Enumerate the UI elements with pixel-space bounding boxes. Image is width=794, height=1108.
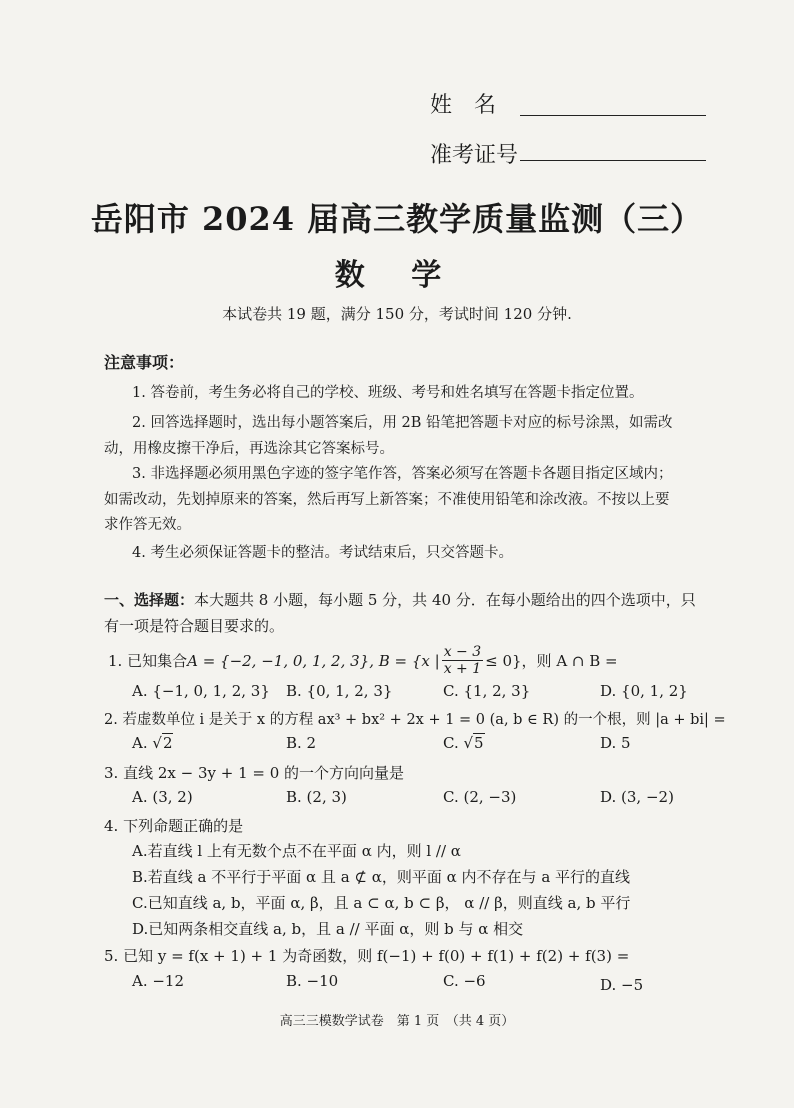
q5-option-a: A. −12 [132,972,185,990]
q1-frac-num: x − 3 [443,644,482,660]
q1-suffix: ≤ 0}，则 A ∩ B = [485,652,618,670]
question-2: 2. 若虚数单位 i 是关于 x 的方程 ax³ + bx² + 2x + 1 = 0 (a, b ∈ R) 的一个根，则 |a + bi| = [104,712,726,728]
question-4: 4. 下列命题正确的是 [104,817,244,835]
q2-option-d: D. 5 [600,734,631,752]
q1-option-c: C. {1, 2, 3} [443,682,531,700]
question-1 [108,644,618,677]
notice-item-1: 1. 答卷前，考生务必将自己的学校、班级、考号和姓名填写在答题卡指定位置。 [132,385,644,401]
exam-id-field[interactable] [520,160,706,161]
q1-option-b: B. {0, 1, 2, 3} [286,682,393,700]
q4-option-c: C.已知直线 a, b，平面 α, β，且 a ⊂ α, b ⊂ β， α // β，则直线 a, b 平行 [132,894,631,912]
exam-info: 本试卷共 19 题，满分 150 分，考试时间 120 分钟. [222,305,572,323]
notice-item-2b: 动，用橡皮擦干净后，再选涂其它答案标号。 [104,441,394,457]
subject-title: 数 学 [334,258,460,293]
q4-option-b: B.若直线 a 不平行于平面 α 且 a ⊄ α，则平面 α 内不存在与 a 平行的直线 [132,868,631,886]
page-footer: 高三三模数学试卷 第 1 页 （共 4 页） [279,1014,515,1029]
q3-option-d: D. (3, −2) [600,788,674,806]
q2-option-c [443,734,485,752]
q1-fraction [442,644,483,677]
section-desc-a: 本大题共 8 小题，每小题 5 分，共 40 分．在每小题给出的四个选项中，只 [194,591,696,609]
q5-option-b: B. −10 [286,972,339,990]
q1-option-d: D. {0, 1, 2} [600,682,688,700]
notice-item-3c: 求作答无效。 [104,517,191,533]
question-5: 5. 已知 y = f(x + 1) + 1 为奇函数，则 f(−1) + f(0) + f(1) + f(2) + f(3) = [104,947,630,965]
page-title: 岳阳市 2024 届高三教学质量监测（三） [90,200,704,238]
q2-option-a-prefix: A. [132,734,153,752]
q5-option-c: C. −6 [443,972,486,990]
notice-heading: 注意事项： [104,353,185,372]
q3-option-c: C. (2, −3) [443,788,517,806]
q2-option-a-radicand: 2 [162,734,173,752]
section-title: 一、选择题： [104,591,195,609]
exam-id-label: 准考证号 [430,143,519,168]
q2-option-b: B. 2 [286,734,317,752]
notice-item-3b: 如需改动，先划掉原来的答案，然后再写上新答案；不准使用铅笔和涂改液。不按以上要 [104,492,670,508]
q1-option-a: A. {−1, 0, 1, 2, 3} [132,682,270,700]
question-3: 3. 直线 2x − 3y + 1 = 0 的一个方向向量是 [104,764,405,782]
q1-frac-den: x + 1 [443,661,482,677]
q4-option-a: A.若直线 l 上有无数个点不在平面 α 内，则 l // α [132,842,461,860]
q4-option-d: D.已知两条相交直线 a, b，且 a // 平面 α，则 b 与 α 相交 [132,920,524,938]
name-field[interactable] [520,115,706,116]
q2-option-c-prefix: C. [443,734,464,752]
q5-option-d: D. −5 [600,976,644,994]
section-heading [104,587,696,614]
q2-option-c-radicand: 5 [474,734,484,752]
q2-option-a [132,734,173,752]
q3-option-b: B. (2, 3) [286,788,347,806]
q3-option-a: A. (3, 2) [132,788,193,806]
notice-item-3a: 3. 非选择题必须用黑色字迹的签字笔作答，答案必须写在答题卡各题目指定区域内； [132,466,673,482]
notice-item-2a: 2. 回答选择题时，选出每小题答案后，用 2B 铅笔把答题卡对应的标号涂黑，如需改 [132,415,673,431]
name-label: 姓 名 [430,93,497,118]
section-desc-b: 有一项是符合题目要求的。 [104,617,285,635]
q1-prefix: 1. 已知集合 [108,652,188,670]
sqrt-icon: √ [463,734,474,752]
notice-item-4: 4. 考生必须保证答题卡的整洁。考试结束后，只交答题卡。 [132,545,513,561]
sqrt-icon: √ [152,734,162,752]
q1-sets: A = {−2, −1, 0, 1, 2, 3}, B = {x | [187,651,440,670]
